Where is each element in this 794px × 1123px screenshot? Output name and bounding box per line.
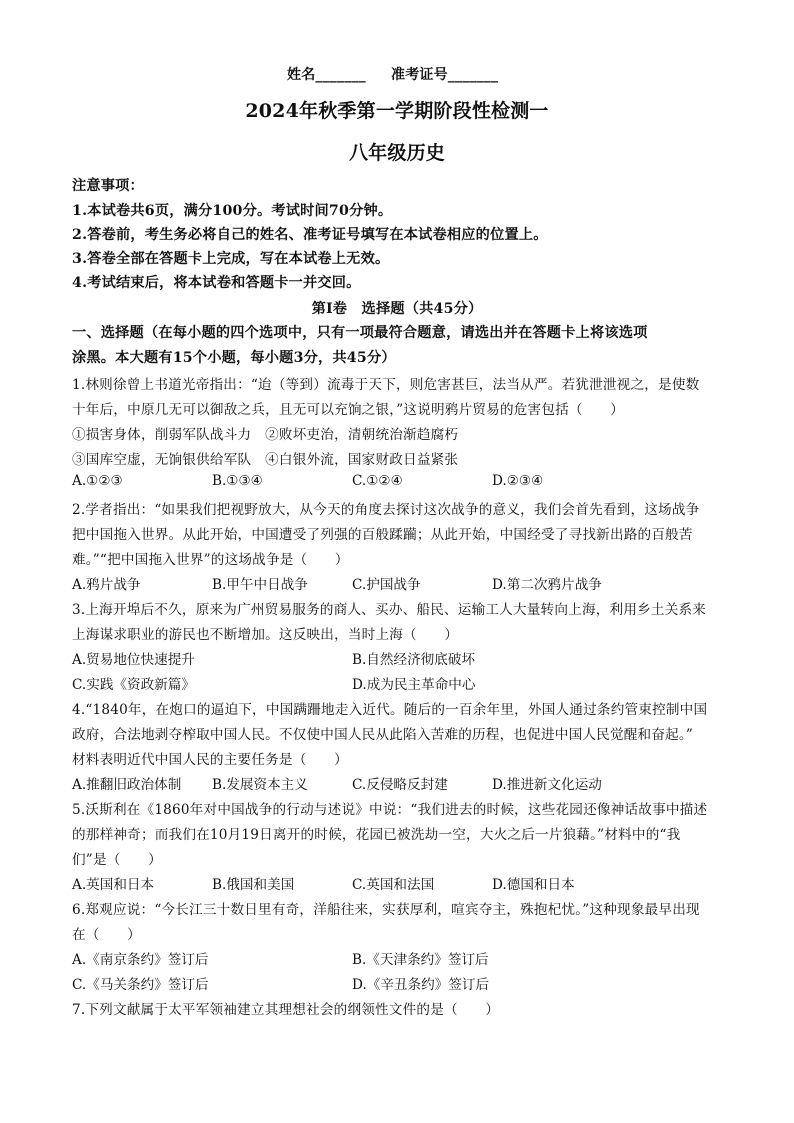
section-instruction: 一、选择题（在每小题的四个选项中，只有一项最符合题意，请选出并在答题卡上将该选项 [72,325,648,341]
question-text: 把中国拖入世界。从此开始，中国遭受了列强的百般蹂躏；从此开始，中国经受了寻找新出路的百般苦 [72,527,693,543]
question-text: 3.上海开埠后不久，原来为广州贸易服务的商人、买办、船民、运输工人大量转向上海，利用乡土关系来 [72,602,707,618]
option-a: A.①②③ [72,473,123,489]
option-b: B.甲午中日战争 [212,577,308,593]
question-text: ①损害身体，削弱军队战斗力 ②败坏吏治，清朝统治渐趋腐朽 [72,427,459,443]
exam-title: 2024年秋季第一学期阶段性检测一 [245,100,549,122]
question-text: 5.沃斯利在《1860年对中国战争的行动与述说》中说：“我们进去的时候，这些花园还像神话故事中描述 [72,802,708,818]
option-d: D.德国和日本 [492,877,575,893]
question-text: 十年后，中原几无可以御敌之兵，且无可以充饷之银，”这说明鸦片贸易的危害包括（ ） [72,402,625,418]
notice-item: 4.考试结束后，将本试卷和答题卡一并交回。 [72,275,361,291]
option-b: B.俄国和美国 [212,877,295,893]
option-d: D.推进新文化运动 [492,777,602,793]
option-a: A.《南京条约》签订后 [72,952,209,968]
question-text: 材料表明近代中国人民的主要任务是（ ） [72,752,348,768]
section-title: 第Ⅰ卷 选择题（共45分） [311,301,483,317]
option-c: C.英国和法国 [352,877,435,893]
option-c: C.《马关条约》签订后 [72,977,209,993]
option-a: A.推翻旧政治体制 [72,777,182,793]
option-c: C.①②④ [352,473,403,489]
section-instruction: 涂黑。本大题有15个小题，每小题3分，共45分） [72,350,396,366]
question-text: ③国库空虚，无饷银供给军队 ④白银外流，国家财政日益紧张 [72,452,459,468]
question-text: 的那样神奇；而我们在10月19日离开的时候，花园已被洗劫一空，大火之后一片狼藉。”材料中的“我 [72,827,681,843]
exam-subtitle: 八年级历史 [348,142,445,164]
option-b: B.《天津条约》签订后 [352,952,489,968]
option-b: B.发展资本主义 [212,777,308,793]
option-a: A.贸易地位快速提升 [72,652,195,668]
option-c: C.反侵略反封建 [352,777,448,793]
option-b: B.①③④ [212,473,263,489]
question-text: 2.学者指出：“如果我们把视野放大，从今天的角度去探讨这次战争的意义，我们会首先看到，这场战争 [72,502,700,518]
option-a: A.鸦片战争 [72,577,141,593]
question-text: 们”是（ ） [72,852,162,868]
option-d: D.成为民主革命中心 [352,677,476,693]
question-text: 难。”“把中国拖入世界”的这场战争是（ ） [72,552,349,568]
question-text: 6.郑观应说：“今长江三十数日里有奇，洋船往来，实获厚利，喧宾夺主，殊抱杞忧。”这种现象最早出现 [72,902,700,918]
notice-item: 3.答卷全部在答题卡上完成，写在本试卷上无效。 [72,251,390,267]
question-text: 4.“1840年，在炮口的逼迫下，中国蹒跚地走入近代。随后的一百余年里，外国人通过条约管束控制中国 [72,702,708,718]
notice-item: 2.答卷前，考生务必将自己的姓名、准考证号填写在本试卷相应的位置上。 [72,227,548,243]
option-d: D.第二次鸦片战争 [492,577,602,593]
option-d: D.《辛丑条约》签订后 [352,977,490,993]
option-d: D.②③④ [492,473,544,489]
option-a: A.英国和日本 [72,877,155,893]
option-b: B.自然经济彻底破坏 [352,652,476,668]
question-text: 7.下列文献属于太平军领袖建立其理想社会的纲领性文件的是（ ） [72,1002,500,1018]
question-text: 1.林则徐曾上书道光帝指出：“迨（等到）流毒于天下，则危害甚巨，法当从严。若犹泄泄视之，是使数 [72,377,700,393]
question-text: 在（ ） [72,927,141,943]
question-text: 政府，合法地剥夺榨取中国人民。不仅使中国人民从此陷入苦难的历程，也促进中国人民觉醒和奋起。” [72,727,694,743]
option-c: C.实践《资政新篇》 [72,677,195,693]
name-field: 姓名_______ [287,67,366,83]
option-c: C.护国战争 [352,577,421,593]
notice-item: 1.本试卷共6页，满分100分。考试时间70分钟。 [72,203,393,219]
exam-id-field: 准考证号_______ [391,67,499,83]
notice-heading: 注意事项： [72,178,144,194]
question-text: 上海谋求职业的游民也不断增加。这反映出，当时上海（ ） [72,627,459,643]
